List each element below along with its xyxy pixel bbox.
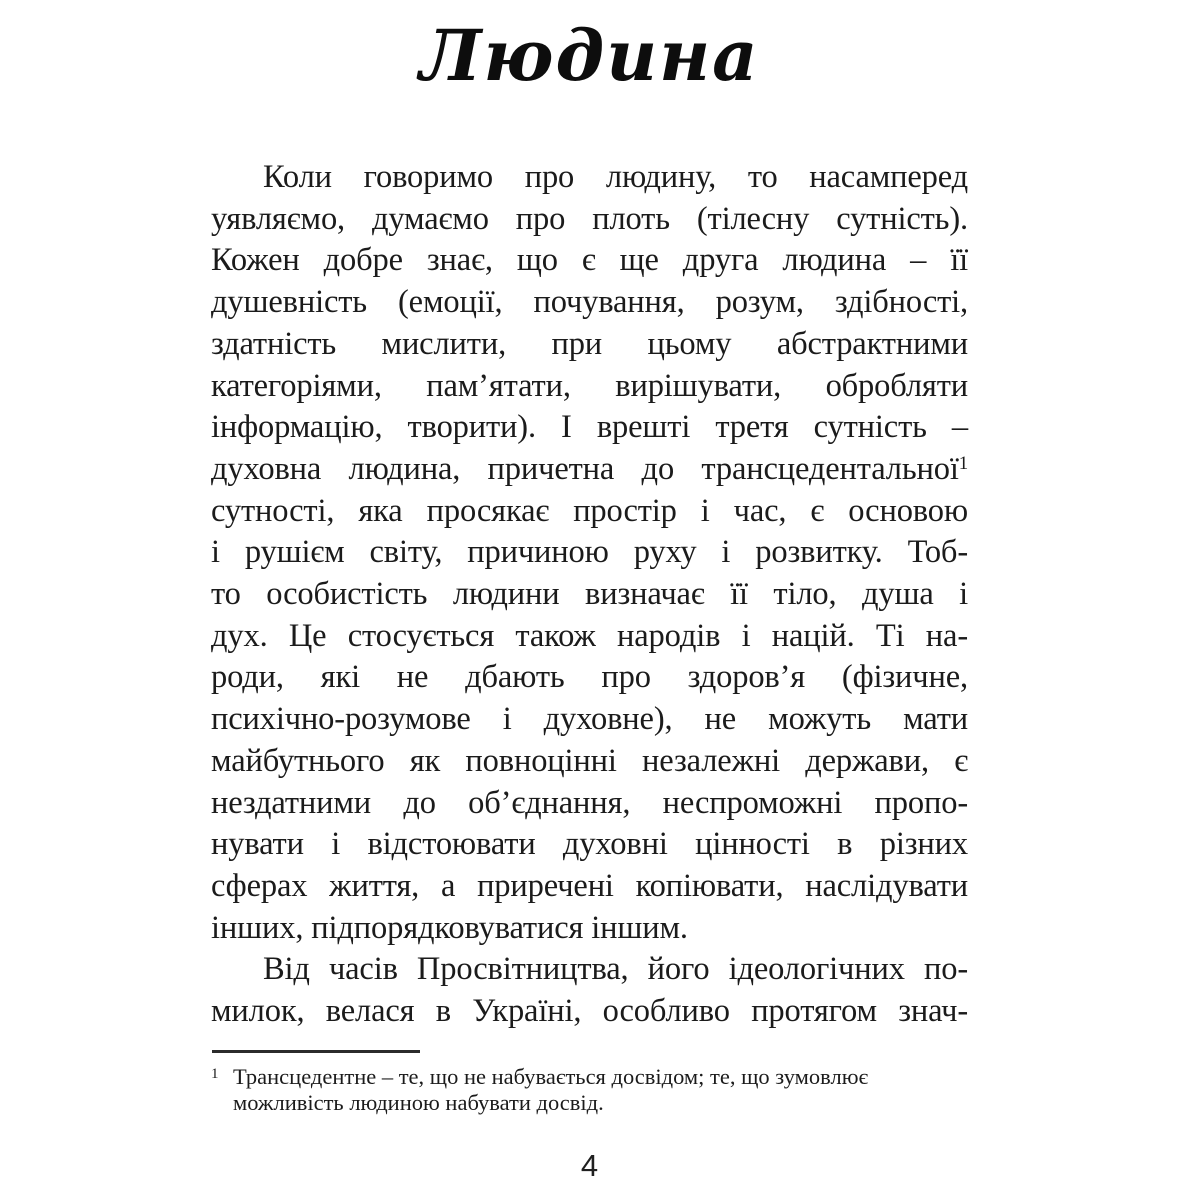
text-line: роди, які не дбають про здоров’я (фізичне, <box>211 659 968 696</box>
text-line: і рушієм світу, причиною руху і розвитку. Тоб- <box>211 534 968 571</box>
footnote-line: Трансцедентне – те, що не набувається досвідом; те, що зумовлює <box>233 1064 869 1089</box>
footnote-line: можливість людиною набувати досвід. <box>233 1090 604 1115</box>
text-line: милок, велася в Україні, особливо протягом знач- <box>211 993 968 1030</box>
footnote-ref: 1 <box>958 452 968 474</box>
page-number: 4 <box>580 1148 599 1183</box>
footnote-marker: 1 <box>211 1066 219 1082</box>
text-line: дух. Це стосується також народів і націй. Ті на- <box>211 617 968 654</box>
text-line: сутності, яка просякає простір і час, є основою <box>211 492 968 529</box>
text-line: категоріями, пам’ятати, вирішувати, обробляти <box>211 367 968 404</box>
chapter-title: Людина <box>419 14 760 97</box>
text-line: то особистість людини визначає її тіло, душа і <box>211 576 968 613</box>
text-line: духовна людина, причетна до трансцедентальної$^1$ <box>211 450 968 487</box>
text-line: Кожен добре знає, що є ще друга людина – її <box>211 242 968 279</box>
text-line: нувати і відстоювати духовні цінності в різних <box>211 826 968 863</box>
footnote <box>211 1064 968 1116</box>
text-line: уявляємо, думаємо про плоть (тілесну сутність). <box>211 200 968 237</box>
text-line: душевність (емоції, почування, розум, здібності, <box>211 284 968 321</box>
text-line: інформацію, творити). І врешті третя сутність – <box>211 409 968 446</box>
text-line: психічно-розумове і духовне), не можуть мати <box>211 701 968 738</box>
text-line: Від часів Просвітництва, його ідеологічних по- <box>263 951 968 988</box>
text-line: Коли говоримо про людину, то насамперед <box>263 159 968 195</box>
text-line: сферах життя, а приречені копіювати, наслідувати <box>211 867 968 904</box>
body-text <box>211 157 968 1033</box>
footnote-text <box>233 1064 868 1116</box>
text-line: здатність мислити, при цьому абстрактними <box>211 325 968 362</box>
text-line: майбутнього як повноцінні незалежні держави, є <box>211 742 968 779</box>
text-line: інших, підпорядковуватися іншим. <box>211 909 688 946</box>
text-line: нездатними до об’єднання, неспроможні пропо- <box>211 784 968 821</box>
footnote-divider <box>212 1050 420 1053</box>
